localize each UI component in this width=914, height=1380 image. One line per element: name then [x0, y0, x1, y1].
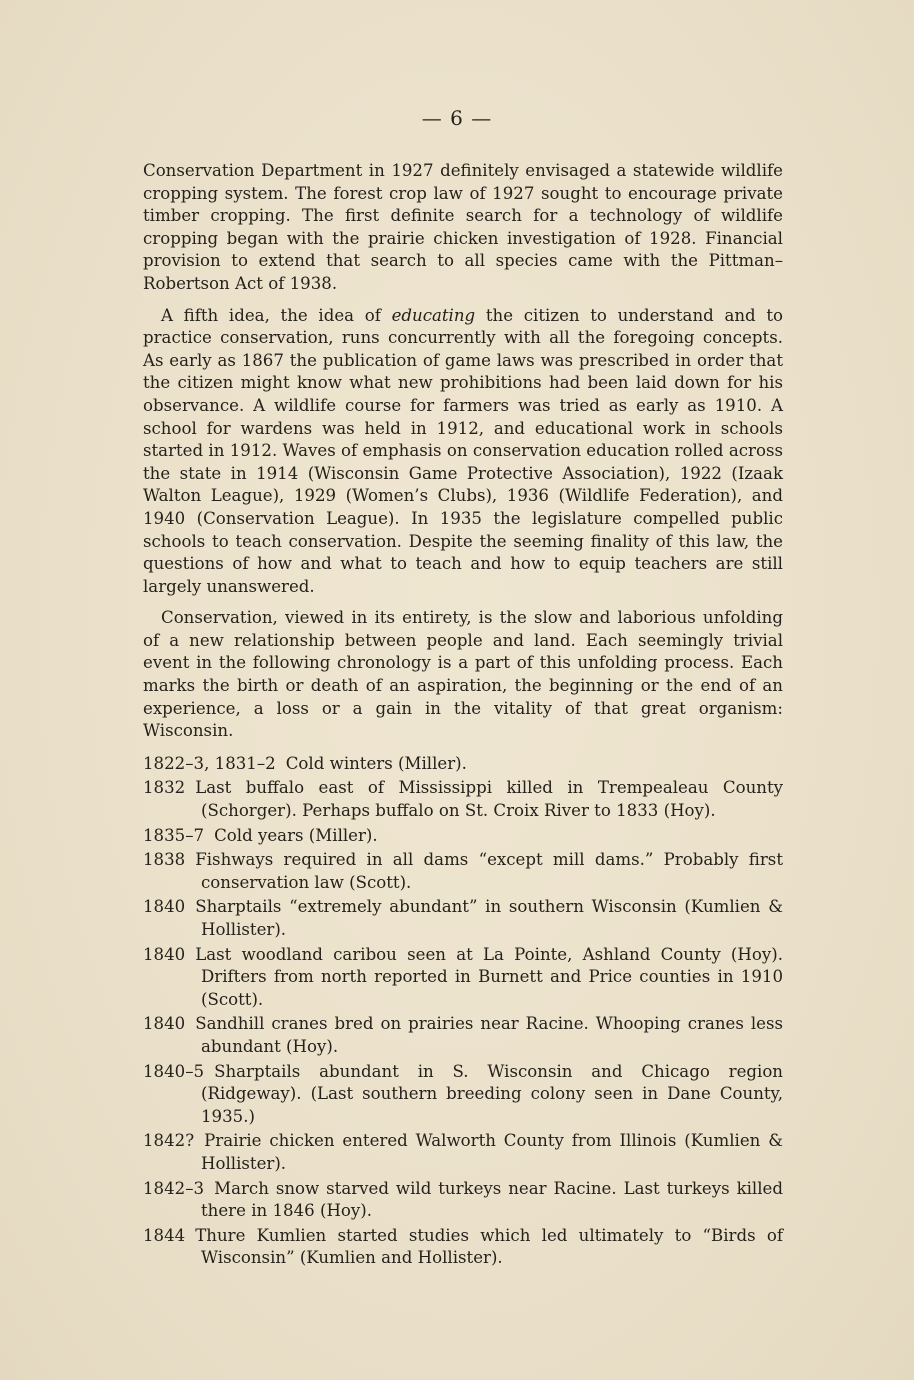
chronology-entry [143, 1178, 783, 1223]
chronology-date: 1840 [143, 897, 186, 917]
paragraph-2-text-end: the citizen to understand and to practice conservation, runs concurrently with all the foregoing concepts. As early as 1867 the publication of game laws was prescribed in order that the citizen might know what new prohibitions had been laid down for his observance. A wildlife course for farmers was tried as early as 1910. A school for wardens was held in 1912, and educational work in schools started in 1912. Waves of emphasis on conservation education rolled across the state in 1914 (Wisconsin Game Protective Association), 1922 (Izaak Walton League), 1929 (Women’s Clubs), 1936 (Wildlife Federation), and 1940 (Conservation League). In 1935 the legislature compelled public schools to teach conservation. Despite the seeming finality of this law, the questions of how and what to teach and how to equip teachers are still largely unanswered. [143, 305, 783, 596]
paragraph-2-emphasis: educating [391, 305, 476, 325]
chronology-text: Last buffalo east of Mississippi killed in Trempealeau County (Schorger). Perhaps buffalo on St. Croix River to 1833 (Hoy). [195, 778, 783, 821]
chronology-entry [143, 777, 783, 822]
paragraph-3-text: Conservation, viewed in its entirety, is the slow and laborious unfolding of a new relationship between people and land. Each seemingly trivial event in the following chronology is a part of this unfolding process. Each marks the birth or death of an aspiration, the beginning or the end of an experience, a loss or a gain in the vitality of that great organism: Wisconsin. [143, 608, 783, 741]
chronology-date: 1822–3, 1831–2 [143, 753, 276, 773]
chronology-text: Sharptails abundant in S. Wisconsin and Chicago region (Ridgeway). (Last southern breeding colony seen in Dane County, 1935.) [201, 1061, 783, 1126]
paragraph-2-text-start: A fifth idea, the idea of [161, 305, 392, 325]
chronology-entry [143, 849, 783, 894]
chronology-date: 1842? [143, 1131, 195, 1151]
chronology-entry [143, 896, 783, 941]
text-column [143, 160, 783, 1272]
chronology-date: 1840 [143, 944, 186, 964]
chronology-date: 1844 [143, 1225, 186, 1245]
chronology-text: Last woodland caribou seen at La Pointe, Ashland County (Hoy). Drifters from north reported in Burnett and Price counties in 1910 (Scott). [195, 944, 783, 1009]
paragraph-2 [143, 305, 783, 599]
chronology-text: Prairie chicken entered Walworth County from Illinois (Kumlien & Hollister). [201, 1131, 783, 1173]
chronology-entry [143, 1013, 783, 1058]
chronology-text: March snow starved wild turkeys near Racine. Last turkeys killed there in 1846 (Hoy). [201, 1178, 783, 1221]
chronology-entry [143, 753, 783, 776]
chronology-date: 1838 [143, 850, 186, 870]
chronology-date: 1842–3 [143, 1178, 205, 1198]
chronology-entry [143, 1130, 783, 1175]
chronology-list [143, 753, 783, 1270]
paragraph-1 [143, 160, 783, 296]
chronology-text: Cold winters (Miller). [285, 753, 467, 773]
paragraph-3 [143, 607, 783, 743]
chronology-entry [143, 1061, 783, 1129]
chronology-entry [143, 1225, 783, 1270]
chronology-date: 1832 [143, 778, 186, 798]
chronology-date: 1840 [143, 1014, 186, 1034]
chronology-entry [143, 944, 783, 1012]
chronology-text: Thure Kumlien started studies which led ultimately to “Birds of Wisconsin” (Kumlien and Hollister). [195, 1225, 783, 1268]
chronology-entry [143, 825, 783, 848]
page-number: — 6 — [421, 106, 493, 130]
chronology-text: Sharptails “extremely abundant” in southern Wisconsin (Kumlien & Hollister). [195, 897, 783, 939]
chronology-text: Cold years (Miller). [214, 825, 378, 845]
paragraph-1-text: Conservation Department in 1927 definitely envisaged a statewide wildlife cropping system. The forest crop law of 1927 sought to encourage private timber cropping. The first definite search for a technology of wildlife cropping began with the prairie chicken investigation of 1928. Financial provision to extend that search to all species came with the Pittman–Robertson Act of 1938. [143, 161, 783, 293]
chronology-date: 1835–7 [143, 825, 205, 845]
chronology-text: Sandhill cranes bred on prairies near Racine. Whooping cranes less abundant (Hoy). [195, 1014, 783, 1056]
chronology-text: Fishways required in all dams “except mill dams.” Probably first conservation law (Scott). [195, 850, 783, 892]
chronology-date: 1840–5 [143, 1061, 205, 1081]
